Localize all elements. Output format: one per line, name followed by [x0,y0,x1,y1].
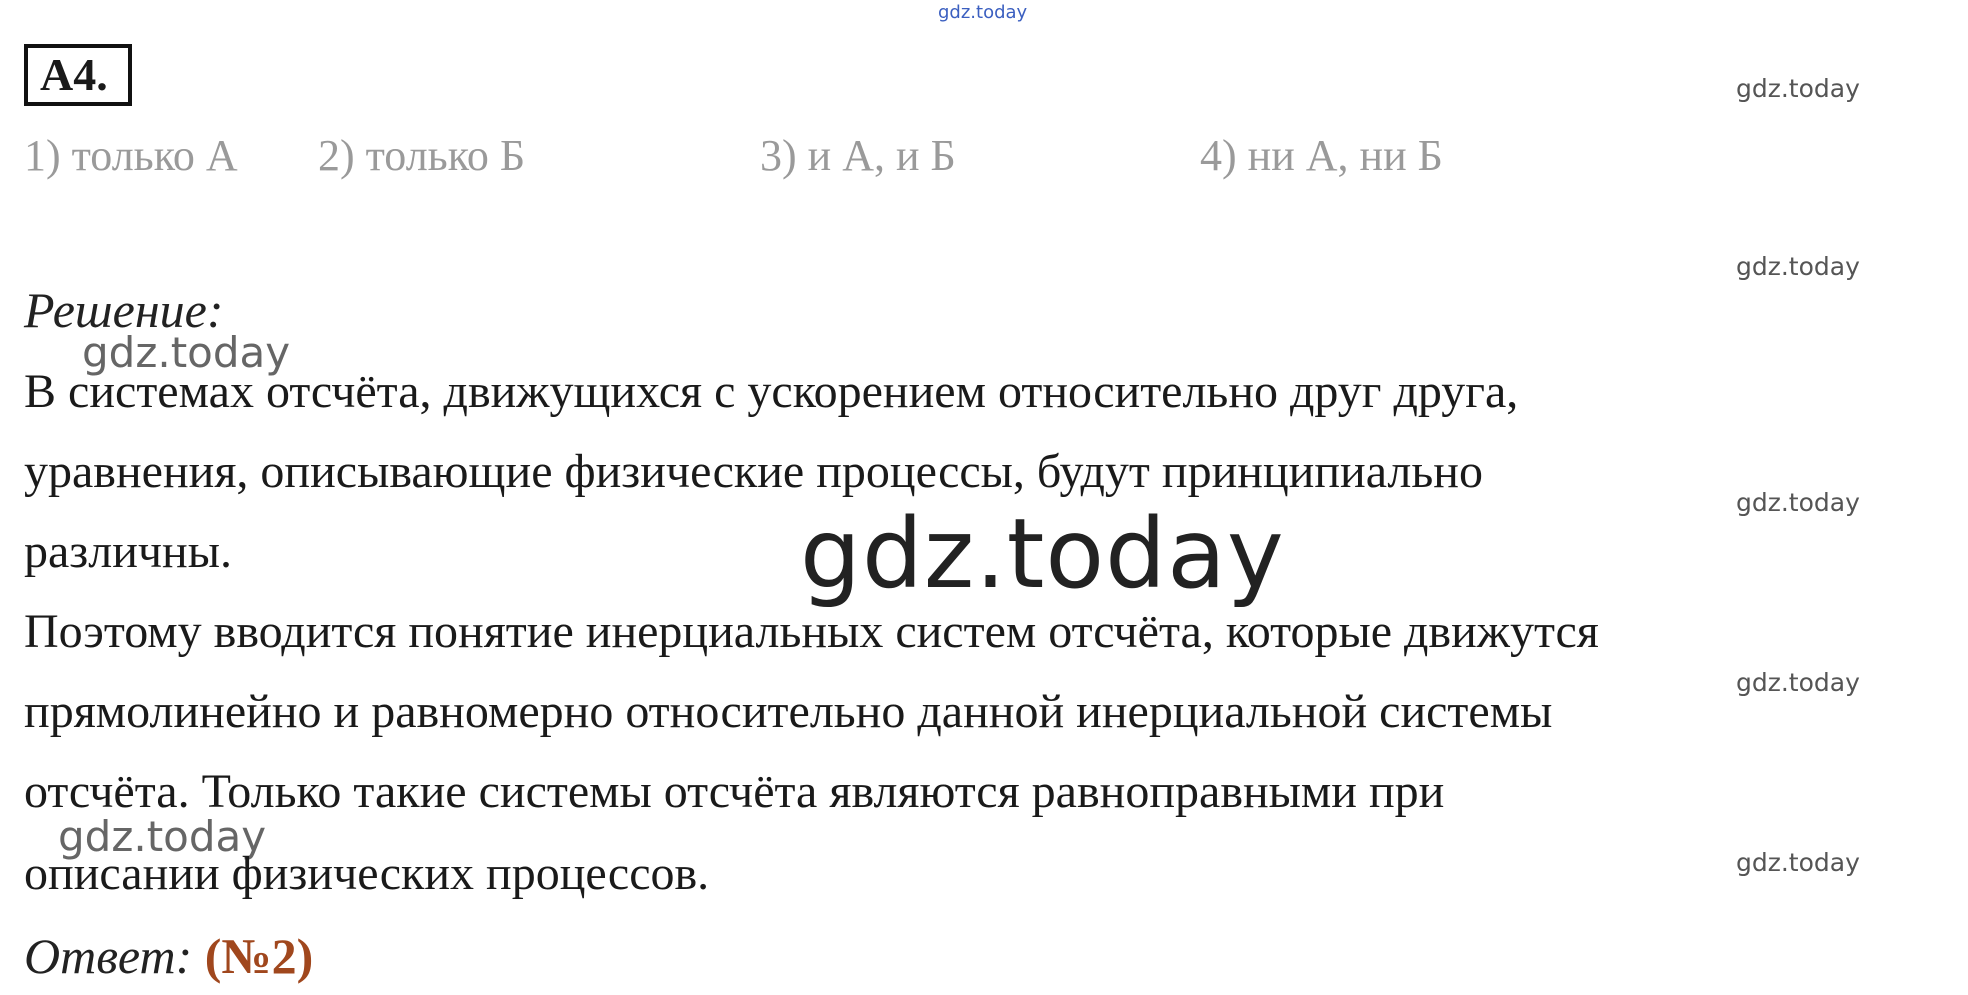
question-number: A4. [24,44,132,106]
solution-line-1: В системах отсчёта, движущихся с ускорением относительно друг друга, [24,365,1519,418]
option-3: 3) и А, и Б [760,131,956,180]
answer-value: (№2) [204,928,314,984]
answer-row [24,928,313,984]
option-2: 2) только Б [318,131,526,180]
solution-line-7: описании физических процессов. [24,847,710,900]
option-1: 1) только А [24,131,238,180]
solution-line-2: уравнения, описывающие физические процессы, будут принципиально [24,445,1483,498]
watermark-mid-2: gdz.today [58,812,267,861]
watermark-mid-1: gdz.today [82,328,291,377]
watermark-top: gdz.today [938,2,1028,23]
watermark-right-2: gdz.today [1736,252,1860,281]
watermark-right-3: gdz.today [1736,488,1860,517]
solution-label: Решение: [24,282,224,338]
solution-line-6: отсчёта. Только такие системы отсчёта являются равноправными при [24,765,1445,818]
watermark-big: gdz.today [800,498,1285,610]
watermark-right-5: gdz.today [1736,848,1860,877]
solution-line-5: прямолинейно и равномерно относительно данной инерциальной системы [24,685,1553,738]
answer-label: Ответ: [24,928,193,984]
option-4: 4) ни А, ни Б [1200,131,1443,180]
watermark-right-1: gdz.today [1736,74,1860,103]
solution-line-4: Поэтому вводится понятие инерциальных систем отсчёта, которые движутся [24,605,1599,658]
solution-line-3: различны. [24,525,232,578]
watermark-right-4: gdz.today [1736,668,1860,697]
